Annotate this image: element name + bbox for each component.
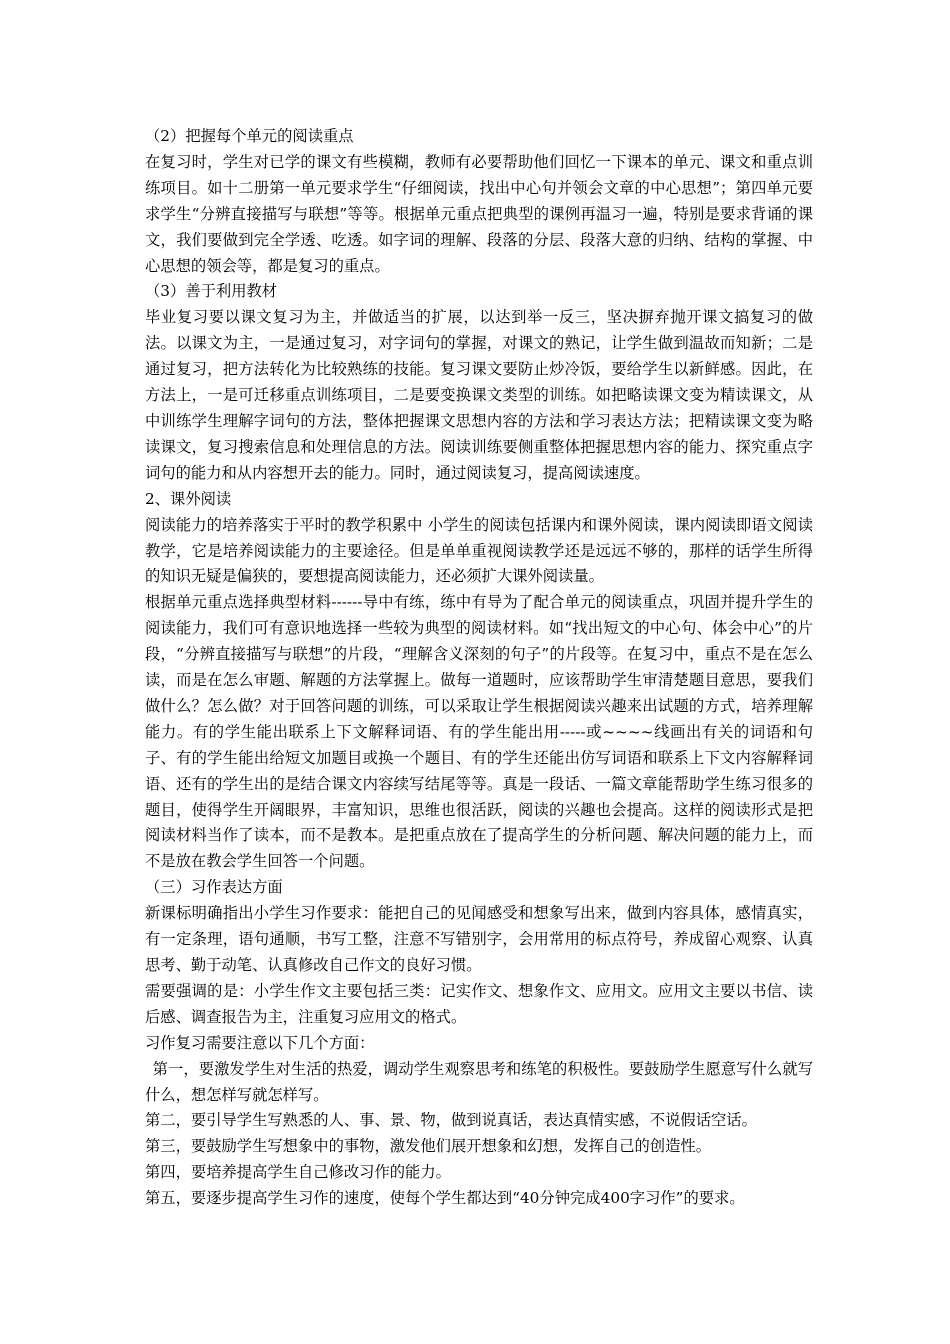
paragraph: 毕业复习要以课文复习为主，并做适当的扩展，以达到举一反三，坚决摒弃抛开课文搞复习的做法。以课文为主，一是通过复习，对字词句的掌握，对课文的熟记，让学生做到温故而知新；二是通过复习，把方法转化为比较熟练的技能。复习课文要防止炒冷饭，要给学生以新鲜感。因此，在方法上，一是可迁移重点训练项目，二是要变换课文类型的训练。如把略读课文变为精读课文，从中训练学生理解字词句的方法，整体把握课文思想内容的方法和学习表达方法；把精读课文变为略读课文，复习搜索信息和处理信息的方法。阅读训练要侧重整体把握思想内容的能力、探究重点字词句的能力和从内容想开去的能力。同时，通过阅读复习，提高阅读速度。 <box>145 308 813 482</box>
paragraph: 在复习时，学生对已学的课文有些模糊，教师有必要帮助他们回忆一下课本的单元、课文和重点训练项目。如十二册第一单元要求学生“仔细阅读，找出中心句并领会文章的中心思想”；第四单元要求学生“分辨直接描写与联想”等等。根据单元重点把典型的课例再温习一遍，特别是要求背诵的课文，我们要做到完全学透、吃透。如字词的理解、段落的分层、段落大意的归纳、结构的掌握、中心思想的领会等，都是复习的重点。 <box>145 152 813 275</box>
list-item: 第四，要培养提高学生自己修改习作的能力。 <box>145 1163 451 1182</box>
section-heading-writing: （三）习作表达方面 <box>145 878 283 897</box>
subsection-heading-reading-focus: （2）把握每个单元的阅读重点 <box>145 127 354 145</box>
list-item: 第五，要逐步提高学生习作的速度，使每个学生都达到“40分钟完成400字习作”的要求。 <box>145 1189 745 1208</box>
paragraph: 阅读能力的培养落实于平时的教学积累中 小学生的阅读包括课内和课外阅读，课内阅读即语文阅读教学，它是培养阅读能力的主要途径。但是单单重视阅读教学还是远远不够的，那样的话学生所得的知识无疑是偏狭的，要想提高阅读能力，还必须扩大课外阅读量。 <box>145 515 813 586</box>
paragraph: 习作复习需要注意以下几个方面： <box>145 1033 375 1052</box>
paragraph: 需要强调的是：小学生作文主要包括三类：记实作文、想象作文、应用文。应用文主要以书信、读后感、调查报告为主，注重复习应用文的格式。 <box>145 981 813 1026</box>
section-heading-extracurricular-reading: 2、课外阅读 <box>145 489 232 508</box>
list-item: 第一，要激发学生对生活的热爱，调动学生观察思考和练笔的积极性。要鼓励学生愿意写什么就写什么，想怎样写就怎样写。 <box>145 1059 813 1104</box>
paragraph: 新课标明确指出小学生习作要求：能把自己的见闻感受和想象写出来，做到内容具体，感情真实，有一定条理，语句通顺，书写工整，注意不写错别字，会用常用的标点符号，养成留心观察、认真思考、勤于动笔、认真修改自己作文的良好习惯。 <box>145 904 813 974</box>
subsection-heading-use-textbook: （3）善于利用教材 <box>145 282 278 301</box>
list-item: 第三，要鼓励学生写想象中的事物，激发他们展开想象和幻想，发挥自己的创造性。 <box>145 1137 711 1156</box>
list-item: 第二，要引导学生写熟悉的人、事、景、物，做到说真话，表达真情实感，不说假话空话。 <box>145 1111 757 1130</box>
document-body <box>145 124 813 1212</box>
paragraph: 根据单元重点选择典型材料------导中有练，练中有导为了配合单元的阅读重点，巩固并提升学生的阅读能力，我们可有意识地选择一些较为典型的阅读材料。如“找出短文的中心句、体会中心”的片段，“分辨直接描写与联想”的片段，“理解含义深刻的句子”的片段等。在复习中，重点不是在怎么读，而是在怎么审题、解题的方法掌握上。做每一道题时，应该帮助学生审清楚题目意思，要我们做什么？怎么做？对于回答问题的训练，可以采取让学生根据阅读兴趣来出试题的方式，培养理解能力。有的学生能出联系上下文解释词语、有的学生能出用-----或~~~~线画出有关的词语和句子、有的学生能出给短文加题目或换一个题目、有的学生还能出仿写词语和联系上下文内容解释词语、还有的学生出的是结合课文内容续写结尾等等。真是一段话、一篇文章能帮助学生练习很多的题目，使得学生开阔眼界，丰富知识，思维也很活跃，阅读的兴趣也会提高。这样的阅读形式是把阅读材料当作了读本，而不是教本。是把重点放在了提高学生的分析问题、解决问题的能力上，而不是放在教会学生回答一个问题。 <box>145 593 813 871</box>
